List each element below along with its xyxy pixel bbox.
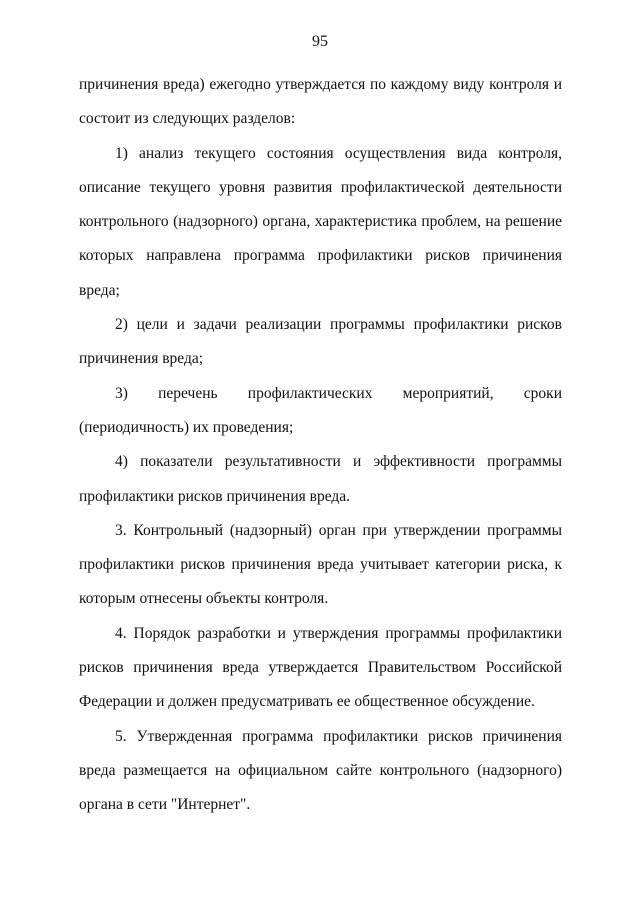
list-item-4: 4) показатели результативности и эффективности программы профилактики рисков причинения вреда. — [79, 453, 562, 505]
clause-4: 4. Порядок разработки и утверждения программы профилактики рисков причинения вреда утверждается Правительством Российской Федерации и должен предусматривать ее общественное обсуждение. — [79, 624, 562, 711]
clause-3: 3. Контрольный (надзорный) орган при утверждении программы профилактики рисков причинения вреда учитывает категории риска, к которым отнесены объекты контроля. — [79, 521, 562, 608]
clause-5: 5. Утвержденная программа профилактики рисков причинения вреда размещается на официальном сайте контрольного (надзорного) органа в сети "Интернет". — [79, 727, 562, 814]
paragraph-continuation: причинения вреда) ежегодно утверждается по каждому виду контроля и состоит из следующих разделов: — [79, 76, 562, 128]
list-item-3: 3) перечень профилактических мероприятий, сроки (периодичность) их проведения; — [79, 384, 562, 436]
list-item-2: 2) цели и задачи реализации программы профилактики рисков причинения вреда; — [79, 316, 562, 368]
document-body — [79, 68, 562, 823]
list-item-1: 1) анализ текущего состояния осуществления вида контроля, описание текущего уровня развития профилактической деятельности контрольного (надзорного) органа, характеристика проблем, на решение которых направлена программа профилактики рисков причинения вреда; — [79, 144, 562, 299]
page-number: 95 — [312, 33, 328, 50]
